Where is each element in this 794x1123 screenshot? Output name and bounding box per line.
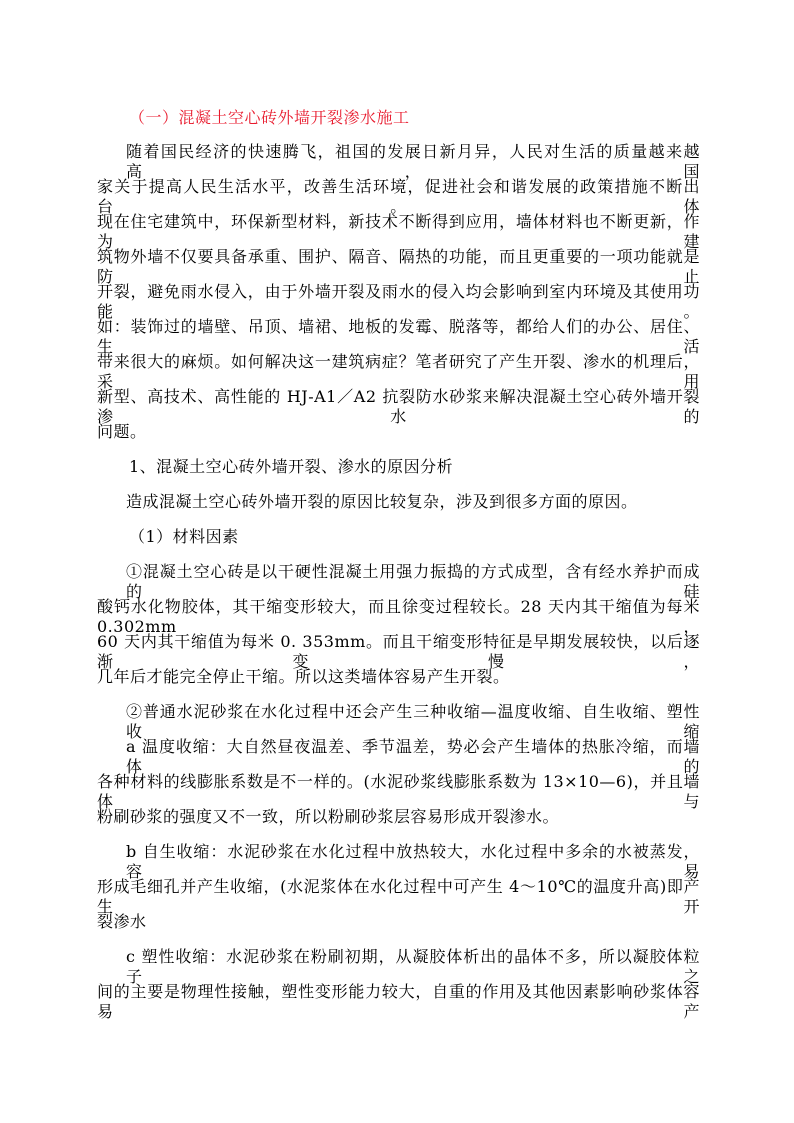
paragraph-line: 带来很大的麻烦。如何解决这一建筑病症？笔者研究了产生开裂、渗水的机理后，采用 <box>97 352 700 391</box>
paragraph-line: ①混凝土空心砖是以干硬性混凝土用强力振捣的方式成型，含有经水养护而成的硅 <box>126 562 700 601</box>
paragraph-line: 各种材料的线膨胀系数是不一样的。(水泥砂浆线膨胀系数为 13×10—6)，并且墙体与 <box>97 772 700 811</box>
section-heading: （一）混凝土空心砖外墙开裂渗水施工 <box>129 108 410 127</box>
paragraph-line: ②普通水泥砂浆在水化过程中还会产生三种收缩—温度收缩、自生收缩、塑性收缩 <box>126 702 700 741</box>
paragraph-line: 如：装饰过的墙壁、吊顶、墙裙、地板的发霉、脱落等，都给人们的办公、居住、生活 <box>97 317 700 356</box>
paragraph-line: b 自生收缩：水泥砂浆在水化过程中放热较大，水化过程中多余的水被蒸发，容易 <box>126 842 700 881</box>
paragraph-line: 形成毛细孔并产生收缩，(水泥浆体在水化过程中可产生 4～10℃的温度升高)即产生开 <box>97 877 700 916</box>
paragraph-line: 60 天内其干缩值为每米 0. 353mm。而且干缩变形特征是早期发展较快，以后逐渐变慢， <box>97 632 700 671</box>
paragraph-line: 现在住宅建筑中，环保新型材料，新技术不断得到应用，墙体材料也不断更新，作为建 <box>97 212 700 251</box>
paragraph-line: 间的主要是物理性接触，塑性变形能力较大，自重的作用及其他因素影响砂浆体容易产 <box>97 982 700 1021</box>
paragraph-line: 随着国民经济的快速腾飞，祖国的发展日新月异，人民对生活的质量越来越高，国 <box>126 142 700 181</box>
paragraph-line: 问题。 <box>97 422 147 441</box>
paragraph-line: 几年后才能完全停止干缩。所以这类墙体容易产生开裂。 <box>97 667 510 686</box>
paragraph-line: 造成混凝土空心砖外墙开裂的原因比较复杂，涉及到很多方面的原因。 <box>126 492 638 511</box>
subsection-heading: （1）材料因素 <box>129 527 239 546</box>
paragraph-line: c 塑性收缩：水泥砂浆在粉刷初期，从凝胶体析出的晶体不多，所以凝胶体粒子之 <box>126 947 700 986</box>
paragraph-line: 粉刷砂浆的强度又不一致，所以粉刷砂浆层容易形成开裂渗水。 <box>97 807 560 826</box>
paragraph-line: 裂渗水 <box>97 912 147 931</box>
paragraph-line: a 温度收缩：大自然昼夜温差、季节温差，势必会产生墙体的热胀冷缩，而墙体的 <box>126 737 700 776</box>
paragraph-line: 酸钙水化物胶体，其干缩变形较大，而且徐变过程较长。28 天内其干缩值为每米 0.302mm ， <box>97 597 700 636</box>
paragraph-line: 家关于提高人民生活水平，改善生活环境，促进社会和谐发展的政策措施不断出台。体 <box>97 177 700 216</box>
paragraph-line: 新型、高技术、高性能的 HJ-A1／A2 抗裂防水砂浆来解决混凝土空心砖外墙开裂渗水的 <box>97 387 700 426</box>
subsection-heading: 1、混凝土空心砖外墙开裂、渗水的原因分析 <box>129 457 454 476</box>
paragraph-line: 筑物外墙不仅要具备承重、围护、隔音、隔热的功能，而且更重要的一项功能就是防止 <box>97 247 700 286</box>
paragraph-line: 开裂，避免雨水侵入，由于外墙开裂及雨水的侵入均会影响到室内环境及其使用功能。 <box>97 282 700 321</box>
